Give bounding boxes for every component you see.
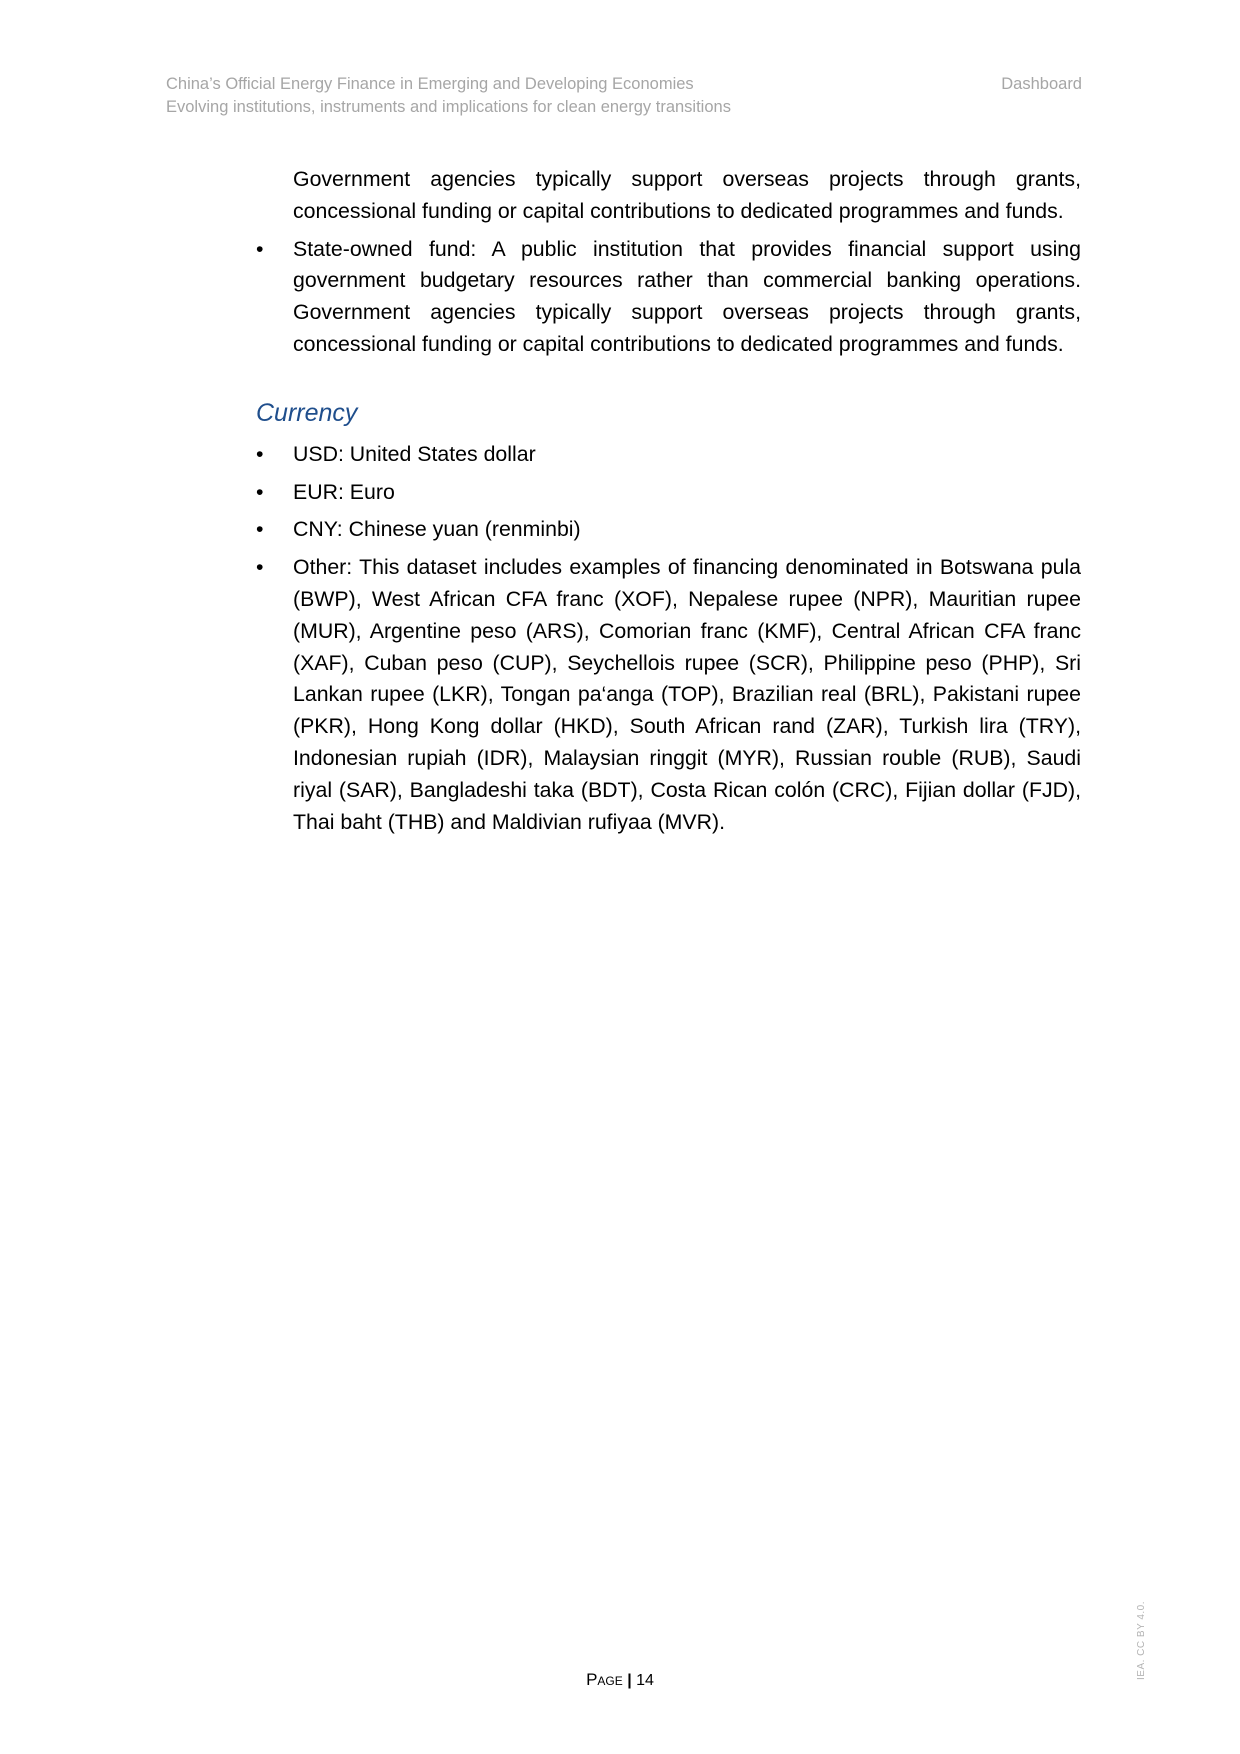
report-title: China’s Official Energy Finance in Emerging and Developing Economies (166, 75, 694, 93)
list-item (256, 514, 1081, 546)
currency-heading: Currency (256, 398, 358, 427)
list-item-text: Other: This dataset includes examples of financing denominated in Botswana pula (BWP), West African CFA franc (XOF), Nepalese rupee (NPR), Mauritian rupee (MUR), Argentine peso (ARS), Comorian franc (KMF), Central African CFA franc (XAF), Cuban peso (CUP), Seychellois rupee (SCR), Philippine peso (PHP), Sri Lankan rupee (LKR), Tongan pa‘anga (TOP), Brazilian real (BRL), Pakistani rupee (PKR), Hong Kong dollar (HKD), South African rand (ZAR), Turkish lira (TRY), Indonesian rupiah (IDR), Malaysian ringgit (MYR), Russian rouble (RUB), Saudi riyal (SAR), Bangladeshi taka (BDT), Costa Rican colón (CRC), Fijian dollar (FJD), Thai baht (THB) and Maldivian rufiyaa (MVR). (293, 555, 1081, 834)
license-notice: IEA. CC BY 4.0. (1136, 1600, 1147, 1680)
bullet-icon: • (256, 517, 264, 542)
page-number: 14 (636, 1672, 654, 1689)
report-subtitle: Evolving institutions, instruments and implications for clean energy transitions (166, 98, 731, 116)
currency-list (256, 439, 1081, 839)
page-separator: | (627, 1672, 632, 1689)
page-footer (0, 1670, 1240, 1690)
list-item (256, 234, 1081, 361)
list-item-text: USD: United States dollar (293, 441, 536, 466)
list-item (256, 552, 1081, 838)
list-item-text: State-owned fund: A public institution that provides financial support using government budgetary resources rather than commercial banking operations. Government agencies typically support overseas projects through grants, concessional funding or capital contributions to dedicated programmes and funds. (293, 236, 1081, 356)
list-item (256, 439, 1081, 471)
institution-type-list (256, 234, 1081, 361)
list-item (256, 477, 1081, 509)
list-item-text: EUR: Euro (293, 479, 395, 504)
running-header (166, 73, 1082, 119)
list-item-text: CNY: Chinese yuan (renminbi) (293, 517, 581, 542)
page-body (256, 164, 1081, 844)
bullet-icon: • (256, 555, 264, 580)
bullet-icon: • (256, 236, 264, 261)
intro-continuation-paragraph: Government agencies typically support overseas projects through grants, concessional funding or capital contributions to dedicated programmes and funds. (293, 167, 1081, 223)
bullet-icon: • (256, 441, 264, 466)
section-name: Dashboard (1001, 75, 1082, 93)
bullet-icon: • (256, 479, 264, 504)
page-label: Page (586, 1670, 623, 1689)
